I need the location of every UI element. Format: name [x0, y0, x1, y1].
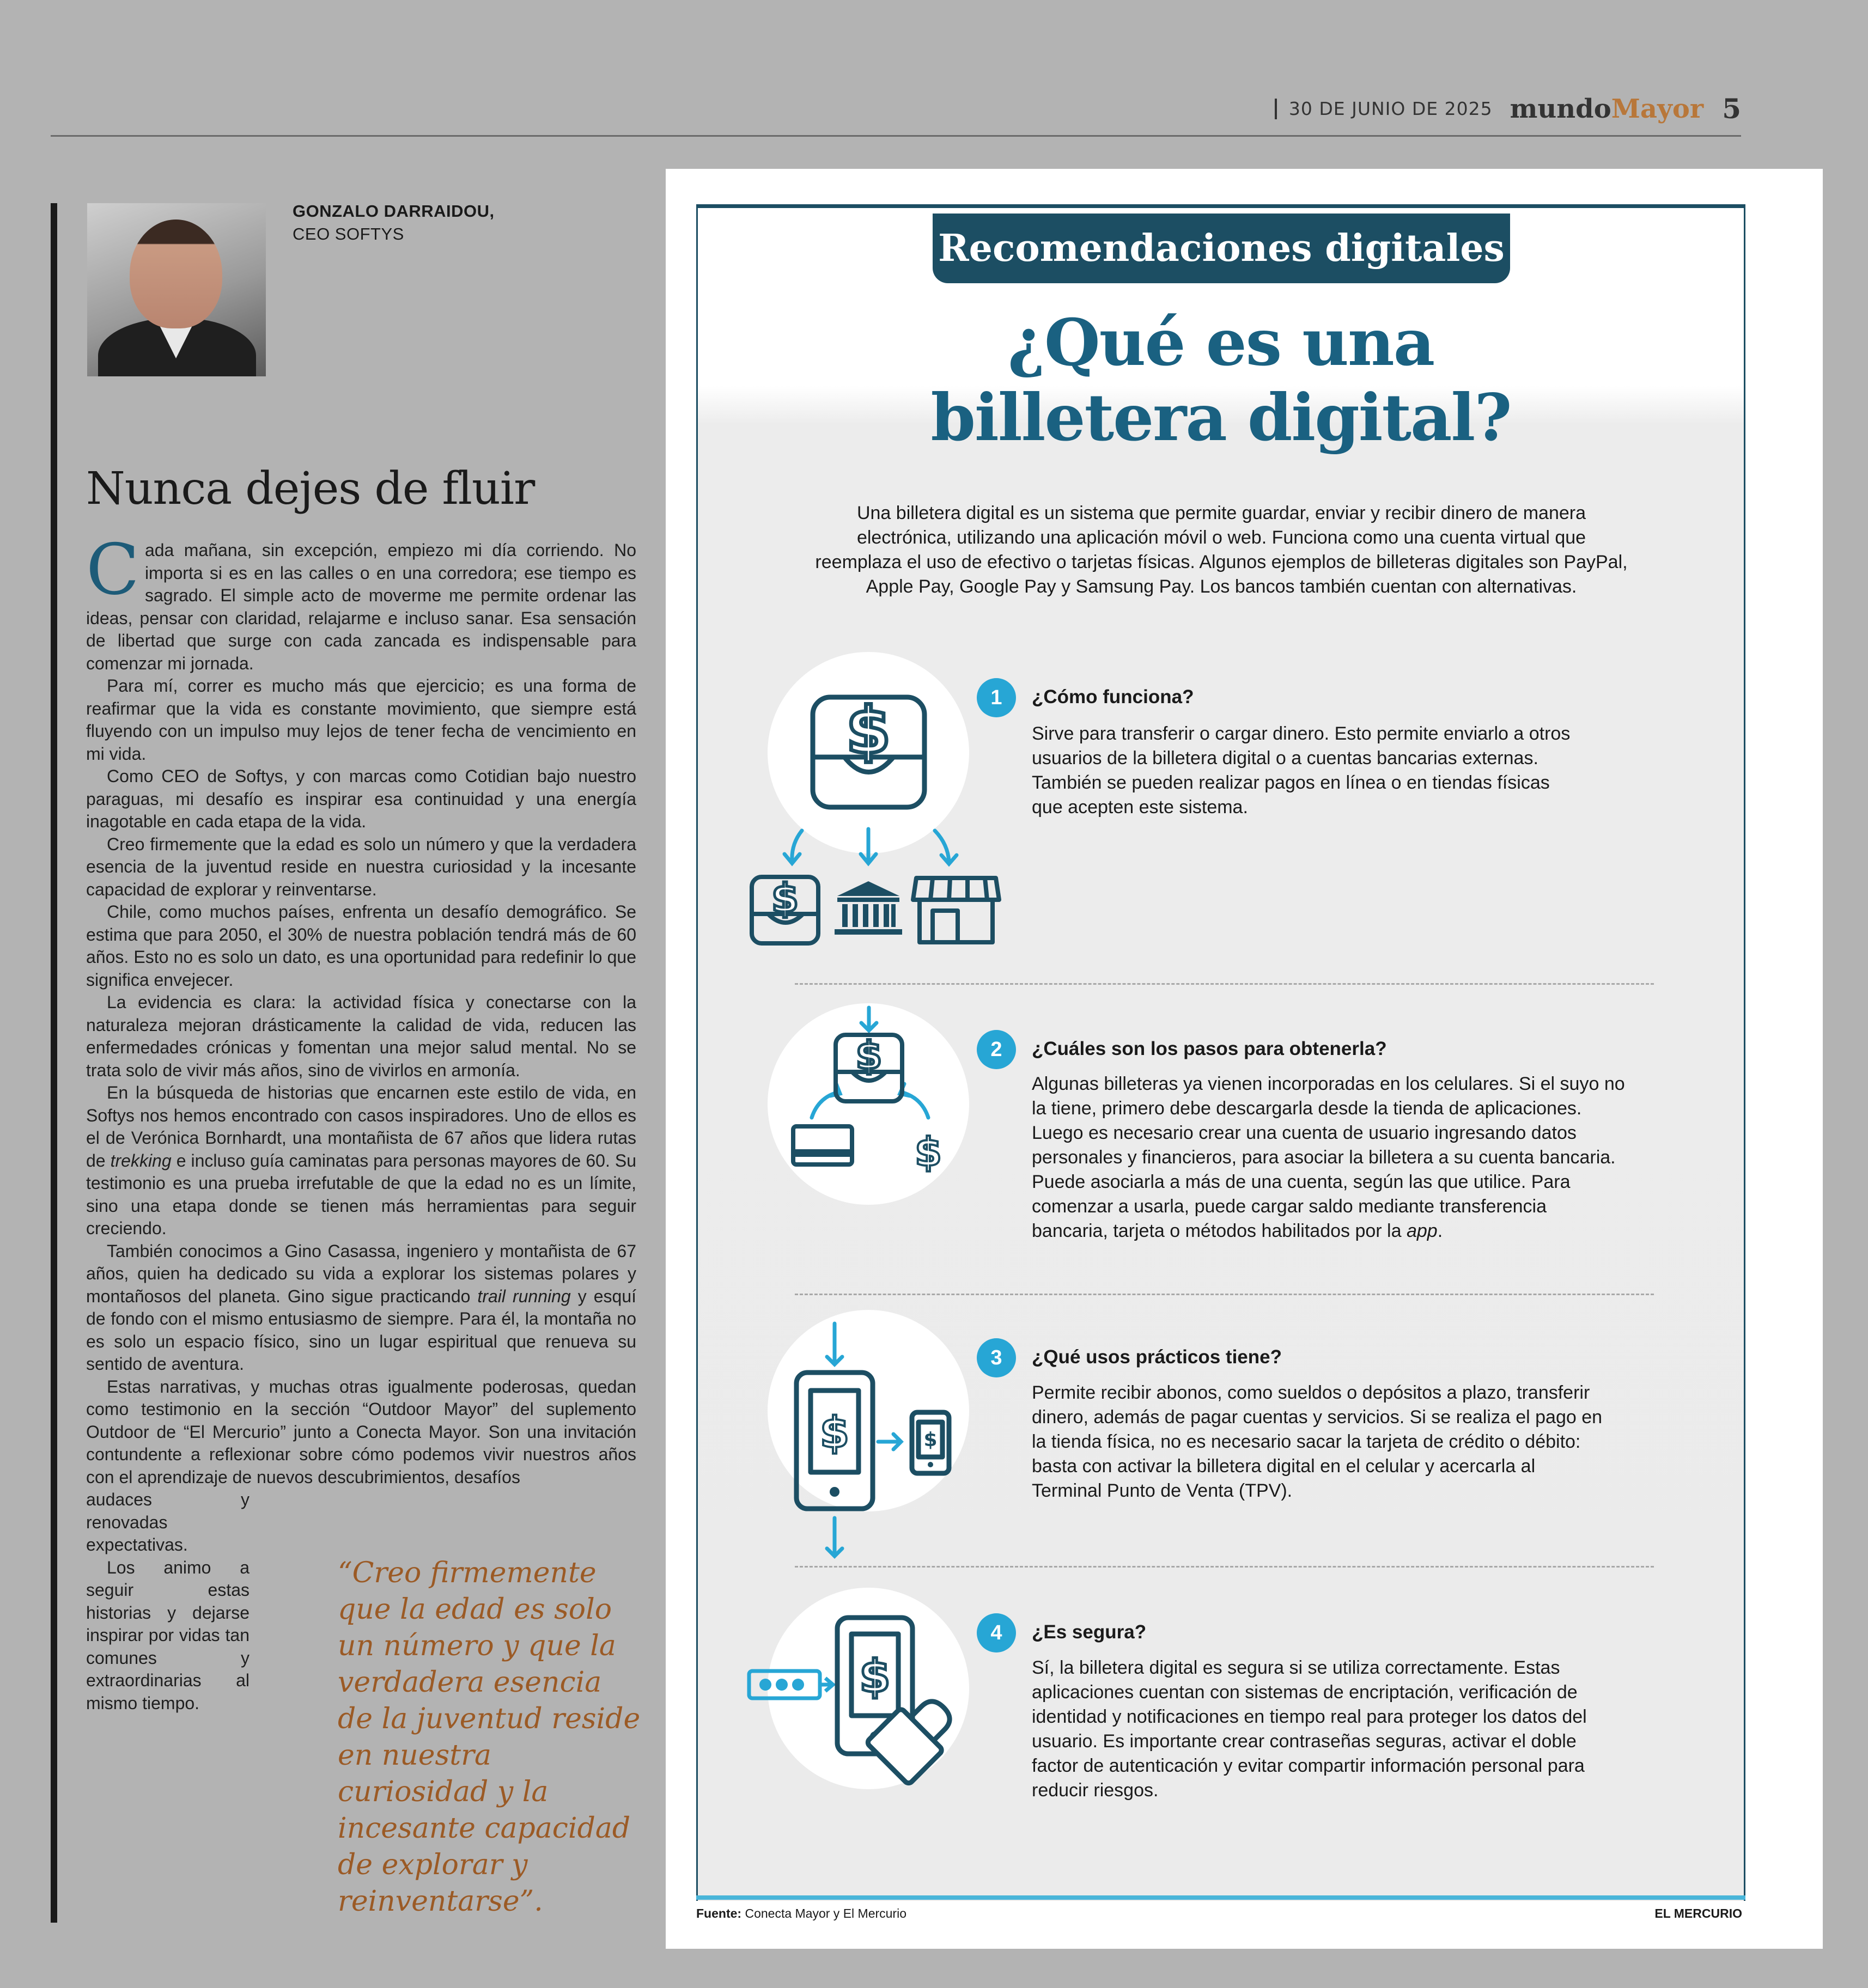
infographic-bottom-rule	[696, 1895, 1745, 1900]
step-number-badge: 3	[977, 1338, 1016, 1377]
section-divider	[795, 1566, 1654, 1568]
step-answer: Sí, la billetera digital es segura si se utiliza correctamente. Estas aplicaciones cuentan con sistemas de encriptación, verificación de identidad y notificaciones en tiempo real para proteger los datos del usuario. Es importante crear contraseñas seguras, activar el doble factor de autenticación y evitar compartir información personal para reducir riesgos.	[1032, 1657, 1587, 1801]
article-paragraph: La evidencia es clara: la actividad física y conectarse con la naturaleza mejoran drásticamente la calidad de vida, reducen las enfermedades crónicas y fomentan una mejor salud mental. No se trata solo de vivir más años, sino de vivirlos en armonía.	[86, 992, 636, 1080]
brand-part1: mundo	[1510, 93, 1611, 124]
step-number-badge: 1	[977, 678, 1016, 717]
header-rule	[51, 135, 1741, 137]
svg-text:$: $	[859, 1651, 891, 1703]
step-question: ¿Cuáles son los pasos para obtenerla?	[1032, 1038, 1387, 1059]
article-paragraph: También conocimos a Gino Casassa, ingeniero y montañista de 67 años, quien ha dedicado su vida a explorar los sistemas polares y montañosos del planeta. Gino sigue practicando trail running y esquí de fondo con el mismo entusiasmo de siempre. Para él, la montaña no es solo un espacio físico, sino un lugar espiritual que renueva su sentido de aventura.	[86, 1241, 637, 1374]
article-paragraph: Los animo a seguir estas historias y dejarse inspirar por vidas tan comunes y extraordinarias al mismo tiempo.	[86, 1557, 250, 1713]
section-brand	[1510, 94, 1704, 124]
step-number-badge: 4	[977, 1613, 1016, 1652]
author-name: GONZALO DARRAIDOU,	[293, 202, 495, 221]
step-question: ¿Cómo funciona?	[1032, 686, 1194, 708]
article-paragraph: Estas narrativas, y muchas otras igualmente poderosas, quedan como testimonio en la sección “Outdoor Mayor” del suplemento Outdoor de “El Mercurio” junto a Conecta Mayor. Son una invitación contundente a reflexionar sobre cómo podemos vivir nuestros años con el aprendizaje de nuevos descubrimientos, desafíos	[86, 1376, 636, 1487]
page-header	[51, 93, 1741, 136]
article-paragraph: Chile, como muchos países, enfrenta un desafío demográfico. Se estima que para 2050, el 30% de nuestra población tendrá más de 60 años. Esto no es solo un dato, es una oportunidad para redefinir lo que significa envejecer.	[86, 902, 636, 990]
article-body	[86, 529, 637, 1715]
svg-text:$: $	[923, 1429, 938, 1451]
infographic	[666, 169, 1823, 1949]
article-paragraph-tail: audaces y renovadas expectativas.	[86, 1490, 250, 1554]
svg-text:$: $	[819, 1408, 850, 1458]
column-accent-bar	[51, 203, 57, 1923]
step-number-badge: 2	[977, 1030, 1016, 1069]
step-answer: Permite recibir abonos, como sueldos o depósitos a plazo, transferir dinero, además de pagar cuentas y servicios. Si se realiza el pago en la tienda física, no es necesario sacar la tarjeta de crédito o débito: basta con activar la billetera digital en el celular y acercarla al Terminal Punto de Venta (TPV).	[1032, 1382, 1603, 1501]
issue-date: 30 DE JUNIO DE 2025	[1288, 98, 1493, 119]
step-question: ¿Es segura?	[1032, 1621, 1147, 1643]
svg-text:$: $	[771, 875, 799, 921]
svg-text:$: $	[855, 1033, 883, 1078]
article-title: Nunca dejes de fluir	[86, 463, 535, 515]
phone-security-icon	[745, 1612, 973, 1792]
article-paragraph: Creo firmemente que la edad es solo un número y que la verdadera esencia de la juventud reside en nuestra curiosidad y la incesante capacidad de explorar y reinventarse.	[86, 834, 636, 899]
wallet-transfer-icon	[747, 686, 1003, 948]
infographic-title: ¿Qué es una billetera digital?	[930, 304, 1511, 455]
brand-part2: Mayor	[1611, 93, 1704, 124]
author-role: CEO SOFTYS	[293, 224, 404, 243]
svg-text:$: $	[845, 693, 891, 768]
infographic-tab	[933, 214, 1510, 283]
infographic-credit: EL MERCURIO	[1654, 1906, 1742, 1920]
infographic-intro: Una billetera digital es un sistema que permite guardar, enviar y recibir dinero de manera electrónica, utilizando una aplicación móvil o web. Funciona como una cuenta virtual que reemplaza el uso de efectivo o tarjetas físicas. Algunos ejemplos de billeteras digitales son PayPal, Apple Pay, Google Pay y Samsung Pay. Los bancos también cuentan con alternativas.	[815, 503, 1628, 597]
article-paragraph: Como CEO de Softys, y con marcas como Cotidian bajo nuestro paraguas, mi desafío es inspirar esa continuidad y una energía inagotable en cada etapa de la vida.	[86, 766, 636, 831]
infographic-source: Fuente: Conecta Mayor y El Mercurio	[696, 1906, 906, 1920]
page-number: 5	[1722, 93, 1741, 125]
pull-quote: “Creo firmemente que la edad es solo un número y que la verdadera esencia de la juventud reside en nuestra curiosidad y la incesante capacidad de explorar y reinventarse”.	[338, 1557, 641, 1918]
svg-text:$: $	[914, 1129, 942, 1175]
step-answer: Sirve para transferir o cargar dinero. Esto permite enviarlo a otros usuarios de la billetera digital o a cuentas bancarias externas. También se pueden realizar pagos en línea o en tiendas físicas que acepten este sistema.	[1032, 723, 1571, 818]
drop-cap: C	[86, 529, 139, 611]
section-divider	[795, 1294, 1654, 1295]
wallet-funding-icon	[786, 1002, 954, 1190]
author-photo	[87, 203, 266, 376]
section-divider	[795, 983, 1654, 985]
header-divider	[1275, 99, 1277, 119]
article-paragraph: En la búsqueda de historias que encarnen este estilo de vida, en Softys nos hemos encontrado con casos inspiradores. Uno de ellos es el de Verónica Bornhardt, una montañista de 67 años que lidera rutas de trekking e incluso guía caminatas para personas mayores de 60. Su testimonio es una prueba irrefutable de que la edad no es un límite, sino una etapa donde se tienen más herramientas para seguir creciendo.	[86, 1083, 637, 1238]
phone-payment-icon	[791, 1321, 954, 1566]
header-group	[1275, 93, 1741, 125]
article-paragraph: Para mí, correr es mucho más que ejercicio; es una forma de reafirmar que la vida es constante movimiento, que siempre está fluyendo con un impulso muy lejos de tener fecha de vencimiento en mi vida.	[86, 676, 636, 764]
article-paragraph: Cada mañana, sin excepción, empiezo mi día corriendo. No importa si es en las calles o en una corredora; ese tiempo es sagrado. El simple acto de moverme me permite ordenar las ideas, pensar con claridad, relajarme e incluso sanar. Esa sensación de libertad que surge con cada zancada es indispensable para comenzar mi jornada.	[86, 529, 636, 673]
infographic-tab-label: Recomendaciones digitales	[938, 227, 1505, 270]
step-answer: Algunas billeteras ya vienen incorporadas en los celulares. Si el suyo no la tiene, primero debe descargarla desde la tienda de aplicaciones. Luego es necesario crear una cuenta de usuario ingresando datos personales y financieros, para asociar la billetera a su cuenta bancaria. Puede asociarla a más de una cuenta, según las que utilice. Para comenzar a usarla, puede cargar saldo mediante transferencia bancaria, tarjeta o métodos habilitados por la app.	[1032, 1074, 1625, 1241]
step-question: ¿Qué usos prácticos tiene?	[1032, 1346, 1282, 1368]
